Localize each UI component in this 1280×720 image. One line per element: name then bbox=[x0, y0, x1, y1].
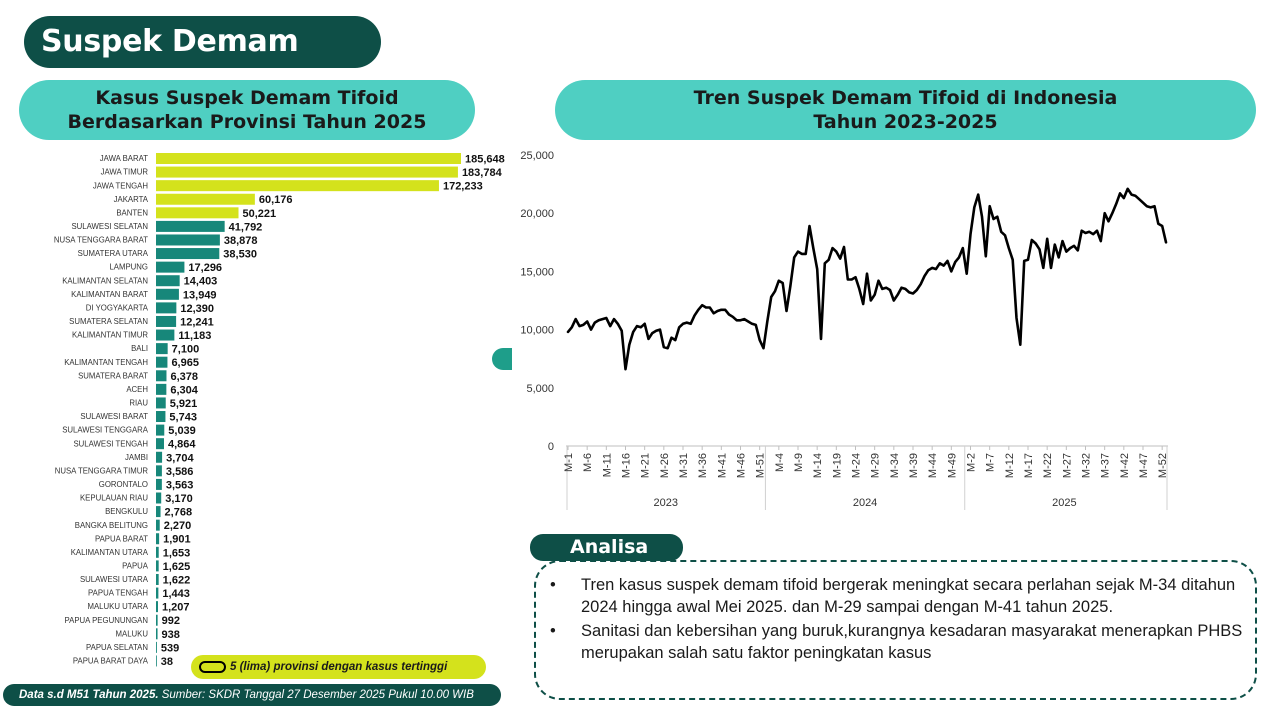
bar-value-label: 1,443 bbox=[162, 588, 190, 601]
bar bbox=[156, 655, 157, 666]
bar-category-label: SULAWESI TENGGARA bbox=[62, 425, 148, 435]
bar-category-label: PAPUA TENGAH bbox=[88, 588, 148, 598]
bar-category-label: LAMPUNG bbox=[109, 262, 148, 272]
bar-category-label: NUSA TENGGARA BARAT bbox=[53, 235, 148, 245]
top5-legend bbox=[191, 655, 486, 679]
bar-category-label: ACEH bbox=[126, 384, 148, 394]
x-tick-label: M-9 bbox=[793, 453, 805, 472]
bar-category-label: PAPUA BARAT DAYA bbox=[72, 656, 148, 666]
bar-value-label: 4,864 bbox=[167, 438, 196, 451]
x-tick-label: M-47 bbox=[1138, 453, 1150, 479]
bar bbox=[156, 330, 174, 341]
analisa-list bbox=[548, 574, 1248, 666]
bar bbox=[156, 425, 164, 436]
bar bbox=[156, 560, 159, 571]
bar-category-label: GORONTALO bbox=[98, 480, 148, 490]
bar-category-label: BALI bbox=[131, 344, 148, 354]
legend-outline-icon bbox=[199, 661, 226, 673]
bar-value-label: 172,233 bbox=[442, 180, 483, 193]
bar-category-label: RIAU bbox=[129, 398, 148, 408]
x-tick-label: M-7 bbox=[984, 453, 997, 472]
bar-value-label: 3,586 bbox=[165, 465, 194, 478]
footer-source: Sumber: SKDR Tanggal 27 Desember 2025 Pukul 10.00 WIB bbox=[158, 689, 474, 701]
analisa-point: • Sanitasi dan kebersihan yang buruk,kurangnya kesadaran masyarakat menerapkan PHBS merupakan salah satu faktor peningkatan kasus bbox=[548, 620, 1248, 664]
x-tick-label: M-29 bbox=[869, 453, 882, 479]
bar-category-label: KALIMANTAN TENGAH bbox=[64, 357, 148, 367]
bar bbox=[156, 547, 159, 558]
bar-value-label: 3,170 bbox=[165, 493, 193, 505]
bar-value-label: 3,563 bbox=[165, 479, 194, 492]
bar-value-label: 12,241 bbox=[180, 316, 214, 329]
bar-value-label: 3,704 bbox=[166, 452, 194, 465]
bar bbox=[156, 642, 157, 653]
year-label: 2025 bbox=[1052, 497, 1077, 509]
bar bbox=[156, 411, 165, 422]
bar-value-label: 185,648 bbox=[465, 153, 505, 166]
x-tick-label: M-2 bbox=[965, 453, 978, 472]
bar bbox=[156, 262, 184, 273]
bar bbox=[156, 384, 166, 395]
bar-value-label: 1,622 bbox=[162, 574, 191, 587]
bar bbox=[156, 506, 161, 517]
bar-value-label: 6,378 bbox=[170, 370, 199, 383]
bar-value-label: 17,296 bbox=[188, 262, 223, 275]
x-tick-label: M-44 bbox=[927, 453, 940, 479]
bar-value-label: 5,743 bbox=[169, 411, 197, 424]
x-tick-label: M-21 bbox=[639, 453, 652, 479]
source-footer bbox=[3, 684, 501, 706]
bar-category-label: PAPUA bbox=[122, 561, 148, 571]
x-tick-label: M-32 bbox=[1080, 453, 1093, 479]
x-tick-label: M-11 bbox=[601, 453, 614, 478]
bar-value-label: 2,270 bbox=[163, 520, 192, 533]
bar-category-label: JAKARTA bbox=[113, 194, 148, 204]
bar-value-label: 60,176 bbox=[258, 194, 293, 207]
bar-value-label: 13,949 bbox=[182, 289, 217, 302]
x-tick-label: M-16 bbox=[620, 453, 633, 479]
x-tick-label: M-22 bbox=[1042, 453, 1055, 479]
bar-value-label: 7,100 bbox=[171, 343, 200, 356]
bar-value-label: 6,304 bbox=[170, 384, 198, 397]
bar-value-label: 1,653 bbox=[162, 547, 191, 560]
bar-chart-title bbox=[19, 80, 475, 140]
bar bbox=[156, 574, 159, 585]
y-tick-label: 20,000 bbox=[520, 208, 554, 221]
x-tick-label: M-46 bbox=[735, 453, 748, 479]
bar-value-label: 50,221 bbox=[242, 207, 277, 220]
bar-category-label: PAPUA SELATAN bbox=[86, 642, 148, 652]
legend-label: 5 (lima) provinsi dengan kasus tertinggi bbox=[230, 661, 448, 673]
x-tick-label: M-12 bbox=[1003, 453, 1016, 479]
bar-category-label: PAPUA PEGUNUNGAN bbox=[64, 615, 148, 625]
bar bbox=[156, 180, 439, 191]
bar-value-label: 5,039 bbox=[168, 425, 196, 438]
x-tick-label: M-1 bbox=[563, 453, 575, 472]
bar-chart-title-line1: Kasus Suspek Demam Tifoid bbox=[95, 87, 399, 109]
bar-value-label: 992 bbox=[161, 615, 180, 628]
bar bbox=[156, 370, 166, 381]
x-tick-label: M-37 bbox=[1099, 453, 1112, 479]
bar-value-label: 38,878 bbox=[223, 234, 258, 247]
x-tick-label: M-19 bbox=[831, 453, 844, 479]
bar-category-label: JAWA TIMUR bbox=[100, 167, 148, 177]
bar-category-label: PAPUA BARAT bbox=[94, 534, 148, 544]
bar bbox=[156, 615, 158, 626]
page-title: Suspek Demam bbox=[24, 16, 381, 68]
bar bbox=[156, 248, 219, 259]
x-tick-label: M-52 bbox=[1157, 453, 1170, 479]
x-tick-label: M-14 bbox=[812, 453, 825, 479]
x-tick-label: M-27 bbox=[1061, 453, 1074, 479]
bar-value-label: 183,784 bbox=[461, 167, 502, 180]
x-tick-label: M-49 bbox=[946, 453, 959, 479]
bar-category-label: KALIMANTAN BARAT bbox=[71, 289, 148, 299]
bar bbox=[156, 343, 168, 354]
bar-category-label: MALUKU bbox=[115, 629, 148, 639]
trend-series-line bbox=[568, 189, 1166, 369]
bar bbox=[156, 452, 162, 463]
x-tick-label: M-17 bbox=[1023, 453, 1035, 479]
bar-value-label: 41,792 bbox=[228, 221, 263, 234]
bar-value-label: 1,207 bbox=[161, 601, 190, 614]
bar-value-label: 38,530 bbox=[223, 248, 257, 261]
x-tick-label: M-39 bbox=[908, 453, 920, 479]
year-label: 2023 bbox=[653, 497, 678, 509]
bar-category-label: SUMATERA BARAT bbox=[78, 371, 148, 381]
bar-chart-title-line2: Berdasarkan Provinsi Tahun 2025 bbox=[67, 111, 427, 133]
bar bbox=[156, 221, 225, 232]
bar-category-label: SUMATERA UTARA bbox=[77, 249, 148, 259]
bar-value-label: 539 bbox=[160, 642, 180, 655]
x-tick-label: M-51 bbox=[754, 453, 767, 479]
bar-value-label: 11,183 bbox=[178, 330, 212, 343]
bar-value-label: 14,403 bbox=[183, 275, 218, 288]
y-tick-label: 15,000 bbox=[520, 266, 554, 279]
bar-category-label: JAWA BARAT bbox=[99, 154, 148, 164]
bar-value-label: 938 bbox=[161, 628, 180, 641]
bar bbox=[156, 357, 167, 368]
line-chart-title-line1: Tren Suspek Demam Tifoid di Indonesia bbox=[693, 87, 1118, 109]
bar-category-label: BENGKULU bbox=[105, 507, 148, 517]
x-tick-label: M-4 bbox=[773, 453, 786, 472]
bar-category-label: BANGKA BELITUNG bbox=[74, 520, 148, 530]
bar-value-label: 1,901 bbox=[163, 533, 191, 546]
bar-value-label: 2,768 bbox=[164, 506, 193, 519]
bar-category-label: SULAWESI BARAT bbox=[80, 412, 148, 422]
bar-category-label: SULAWESI TENGAH bbox=[73, 439, 148, 449]
year-label: 2024 bbox=[852, 497, 878, 509]
bar-category-label: NUSA TENGGARA TIMUR bbox=[54, 466, 148, 476]
y-tick-label: 5,000 bbox=[526, 382, 554, 395]
x-tick-label: M-42 bbox=[1118, 453, 1131, 479]
analisa-title: Analisa bbox=[530, 534, 683, 561]
bar-category-label: KALIMANTAN UTARA bbox=[70, 547, 148, 557]
bar bbox=[156, 289, 179, 300]
bar-value-label: 1,625 bbox=[162, 560, 191, 573]
bar-category-label: SULAWESI SELATAN bbox=[71, 222, 148, 231]
trend-line-chart bbox=[510, 145, 1190, 525]
line-chart-title bbox=[555, 80, 1256, 140]
x-tick-label: M-41 bbox=[716, 453, 729, 479]
bar bbox=[156, 438, 164, 449]
footer-data-note: Data s.d M51 Tahun 2025. bbox=[19, 689, 159, 701]
bar bbox=[156, 493, 161, 504]
bar-value-label: 38 bbox=[160, 655, 174, 668]
bar bbox=[156, 316, 176, 327]
bar-category-label: JAWA TENGAH bbox=[92, 181, 148, 191]
bar bbox=[156, 479, 162, 490]
x-tick-label: M-31 bbox=[678, 453, 690, 479]
bar bbox=[156, 465, 162, 476]
bar bbox=[156, 520, 160, 531]
bar-category-label: JAMBI bbox=[125, 452, 148, 462]
bar bbox=[156, 397, 166, 408]
y-tick-label: 0 bbox=[547, 441, 554, 453]
y-tick-label: 10,000 bbox=[520, 324, 554, 337]
bar bbox=[156, 207, 239, 218]
x-tick-label: M-24 bbox=[850, 453, 863, 479]
bar bbox=[156, 533, 159, 544]
bar bbox=[156, 302, 176, 313]
y-tick-label: 25,000 bbox=[520, 150, 554, 162]
x-tick-label: M-6 bbox=[582, 453, 595, 472]
bar bbox=[156, 275, 180, 286]
bar-value-label: 12,390 bbox=[180, 302, 215, 315]
x-tick-label: M-36 bbox=[697, 453, 710, 479]
bar-category-label: KALIMANTAN TIMUR bbox=[72, 330, 148, 340]
line-chart-title-line2: Tahun 2023-2025 bbox=[813, 111, 998, 133]
bar-category-label: DI YOGYAKARTA bbox=[85, 303, 148, 313]
bar-value-label: 6,965 bbox=[171, 357, 199, 370]
analisa-point: • Tren kasus suspek demam tifoid bergerak meningkat secara perlahan sejak M-34 ditahun 2024 hingga awal Mei 2025. dan M-29 sampai dengan M-41 tahun 2025. bbox=[548, 574, 1248, 618]
bar-category-label: SULAWESI UTARA bbox=[79, 575, 148, 585]
bar bbox=[156, 194, 255, 205]
x-tick-label: M-34 bbox=[888, 453, 901, 479]
bar bbox=[156, 234, 220, 245]
decorative-tab-marker bbox=[492, 348, 512, 370]
bar-category-label: KEPULAUAN RIAU bbox=[79, 493, 148, 503]
bar bbox=[156, 588, 158, 599]
bar bbox=[156, 628, 158, 639]
bar bbox=[156, 153, 461, 164]
bar-value-label: 5,921 bbox=[169, 397, 198, 410]
bar bbox=[156, 601, 158, 612]
bar bbox=[156, 167, 458, 178]
x-tick-label: M-26 bbox=[658, 453, 671, 479]
province-bar-chart bbox=[0, 148, 510, 668]
bar-category-label: SUMATERA SELATAN bbox=[69, 317, 148, 327]
bar-category-label: KALIMANTAN SELATAN bbox=[62, 276, 148, 286]
bar-category-label: BANTEN bbox=[116, 208, 148, 218]
bar-category-label: MALUKU UTARA bbox=[87, 602, 148, 612]
